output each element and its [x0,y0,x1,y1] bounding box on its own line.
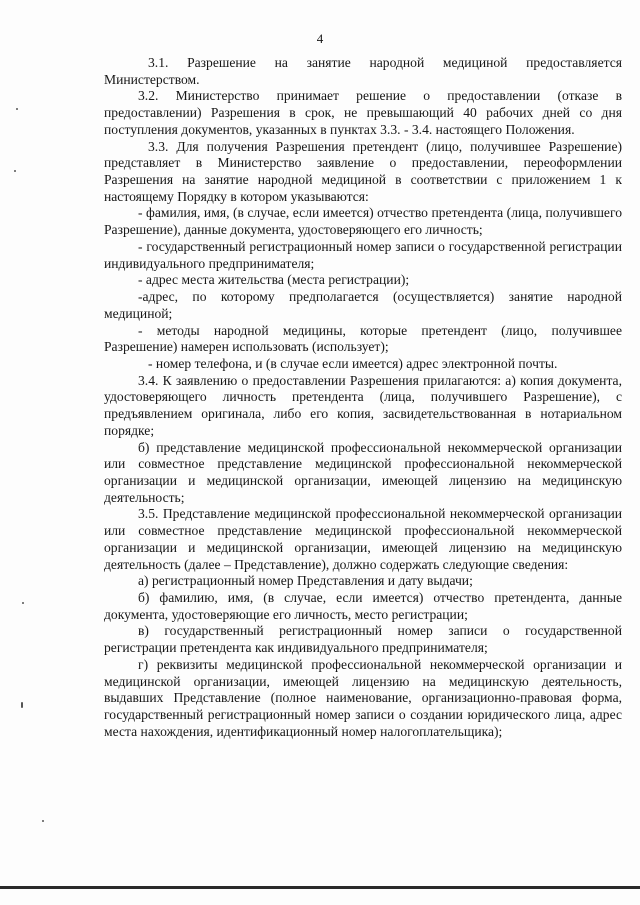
paragraph-3-4: 3.4. К заявлению о предоставлении Разрешения прилагаются: а) копия документа, удостоверяющего личность претендента (лица, получившего Разрешение), с предъявлением оригинала, либо его копия, засвидетельствованная в нотариальном порядке; [104,372,622,438]
paragraph-3-5-g: г) реквизиты медицинской профессиональной некоммерческой организации и медицинской организации, имеющей лицензию на медицинскую деятельность, выдавших Представление (полное наименование, организационно-правовая форма, государственный регистрационный номер записи о создании юридического лица, адрес места нахождения, идентификационный номер налогоплательщика); [104,656,622,739]
paragraph-3-5-a: а) регистрационный номер Представления и дату выдачи; [138,573,473,589]
scan-speck [42,820,44,822]
list-item-methods: - методы народной медицины, которые претендент (лицо, получившее Разрешение) намерен использовать (использует); [104,322,622,355]
paragraph-3-5-v: в) государственный регистрационный номер записи о государственной регистрации претендента как индивидуального предпринимателя; [104,623,622,656]
scan-speck [14,170,16,172]
paragraph-3-1: 3.1. Разрешение на занятие народной медициной предоставляется Министерством. [104,55,622,87]
paragraph-3-5: 3.5. Представление медицинской профессиональной некоммерческой организации или совместное представление медицинской профессиональной некоммерческой организации и медицинской организации, имеющей лицензию на медицинскую деятельность (далее – Представление), должно содержать следующие сведения: [104,506,622,572]
list-item-phone: - номер телефона, и (в случае если имеется) адрес электронной почты. [148,355,558,371]
page-number: 4 [316,31,324,46]
document-body [104,55,622,740]
list-item-practice-address: -адрес, по которому предполагается (осуществляется) занятие народной медициной; [104,289,622,321]
scan-speck [16,108,18,110]
scan-bottom-edge [0,886,640,889]
list-item-ogrnip: - государственный регистрационный номер записи о государственной регистрации индивидуального предпринимателя; [104,238,622,271]
paragraph-3-4-b: б) представление медицинской профессиональной некоммерческой организации или совместное представление медицинской профессиональной некоммерческой организации и медицинской организации, имеющей лицензию на медицинскую деятельность; [104,439,622,505]
paragraph-3-5-b: б) фамилию, имя, (в случае, если имеется) отчество претендента, данные документа, удостоверяющие его личность, место регистрации; [104,590,622,622]
scan-speck [22,602,24,604]
list-item-residence: - адрес места жительства (места регистрации); [138,272,410,288]
list-item-fio: - фамилия, имя, (в случае, если имеется) отчество претендента (лица, получившего Разрешение), данные документа, удостоверяющего его личность; [104,205,622,238]
scan-speck [21,702,23,708]
paragraph-3-2: 3.2. Министерство принимает решение о предоставлении (отказе в предоставлении) Разрешения в срок, не превышающий 40 рабочих дней со дня поступления документов, указанных в пунктах 3.3. - 3.4. настоящего Положения. [104,88,622,137]
paragraph-3-3: 3.3. Для получения Разрешения претендент (лицо, получившее Разрешение) представляет в Министерство заявление о предоставлении, переоформлении Разрешения на занятие народной медициной в соответствии с приложением 1 к настоящему Порядку в котором указываются: [104,138,622,204]
